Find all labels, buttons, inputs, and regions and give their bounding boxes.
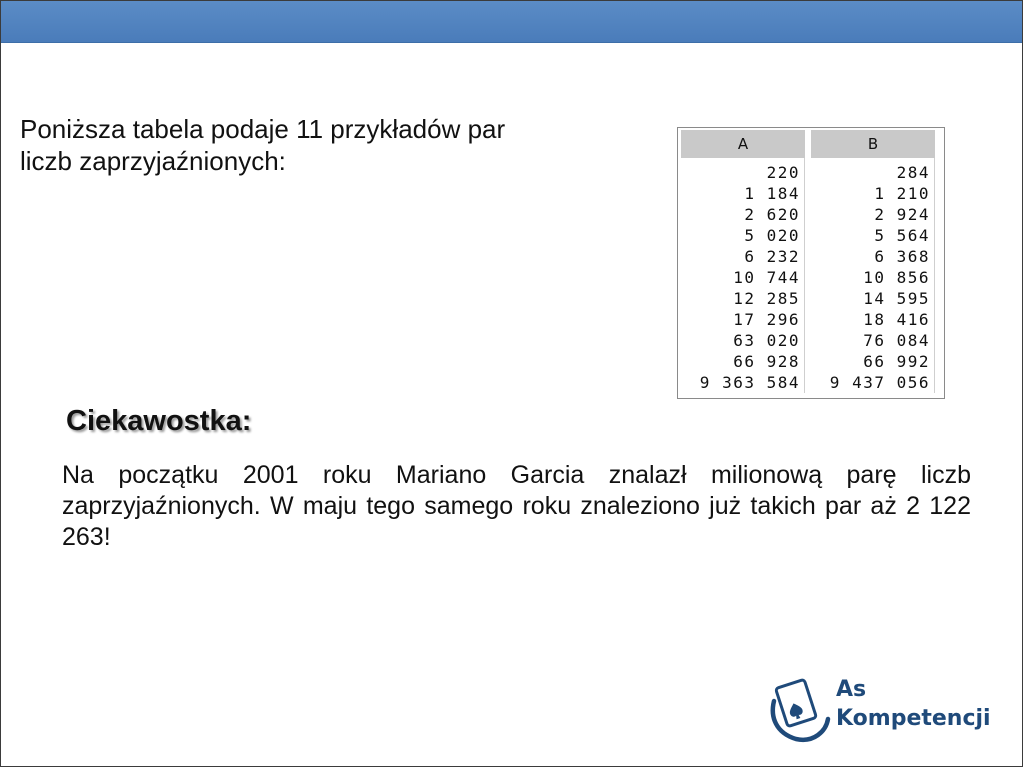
table-row [681,288,935,309]
cell-b: 10 856 [811,267,935,288]
cell-a: 9 363 584 [681,372,805,393]
cell-b: 2 924 [811,204,935,225]
table-row [681,267,935,288]
table-body [681,158,935,393]
card-spade-icon [766,673,832,745]
body-paragraph: Na początku 2001 roku Mariano Garcia znalazł milionową parę liczb zaprzyjaźnionych. W maju tego samego roku znaleziono już takich par aż 2 122 263! [62,461,971,551]
table-row [681,204,935,225]
cell-a: 10 744 [681,267,805,288]
table-row [681,372,935,393]
column-header-b: B [811,130,935,158]
cell-b: 14 595 [811,288,935,309]
intro-line-2: liczb zaprzyjaźnionych: [20,146,286,176]
table-row [681,158,935,183]
cell-a: 1 184 [681,183,805,204]
table-row [681,225,935,246]
column-header-a: A [681,130,805,158]
logo [766,673,996,745]
logo-text-line-1: As [836,677,867,702]
cell-a: 6 232 [681,246,805,267]
table-row [681,246,935,267]
table-row [681,309,935,330]
cell-b: 1 210 [811,183,935,204]
cell-a: 2 620 [681,204,805,225]
cell-a: 12 285 [681,288,805,309]
table-row [681,351,935,372]
amicable-numbers-table [677,127,945,399]
cell-b: 6 368 [811,246,935,267]
table-row [681,330,935,351]
top-band [1,1,1022,43]
cell-b: 66 992 [811,351,935,372]
table-row [681,183,935,204]
intro-line-1: Poniższa tabela podaje 11 przykładów par [20,114,506,144]
cell-b: 76 084 [811,330,935,351]
intro-text [20,113,620,177]
cell-b: 9 437 056 [811,372,935,393]
cell-a: 17 296 [681,309,805,330]
cell-a: 66 928 [681,351,805,372]
cell-b: 5 564 [811,225,935,246]
cell-a: 63 020 [681,330,805,351]
section-heading: Ciekawostka: [66,405,252,437]
cell-a: 5 020 [681,225,805,246]
cell-a: 220 [681,158,805,183]
logo-text-line-2: Kompetencji [836,706,991,731]
cell-b: 284 [811,158,935,183]
cell-b: 18 416 [811,309,935,330]
